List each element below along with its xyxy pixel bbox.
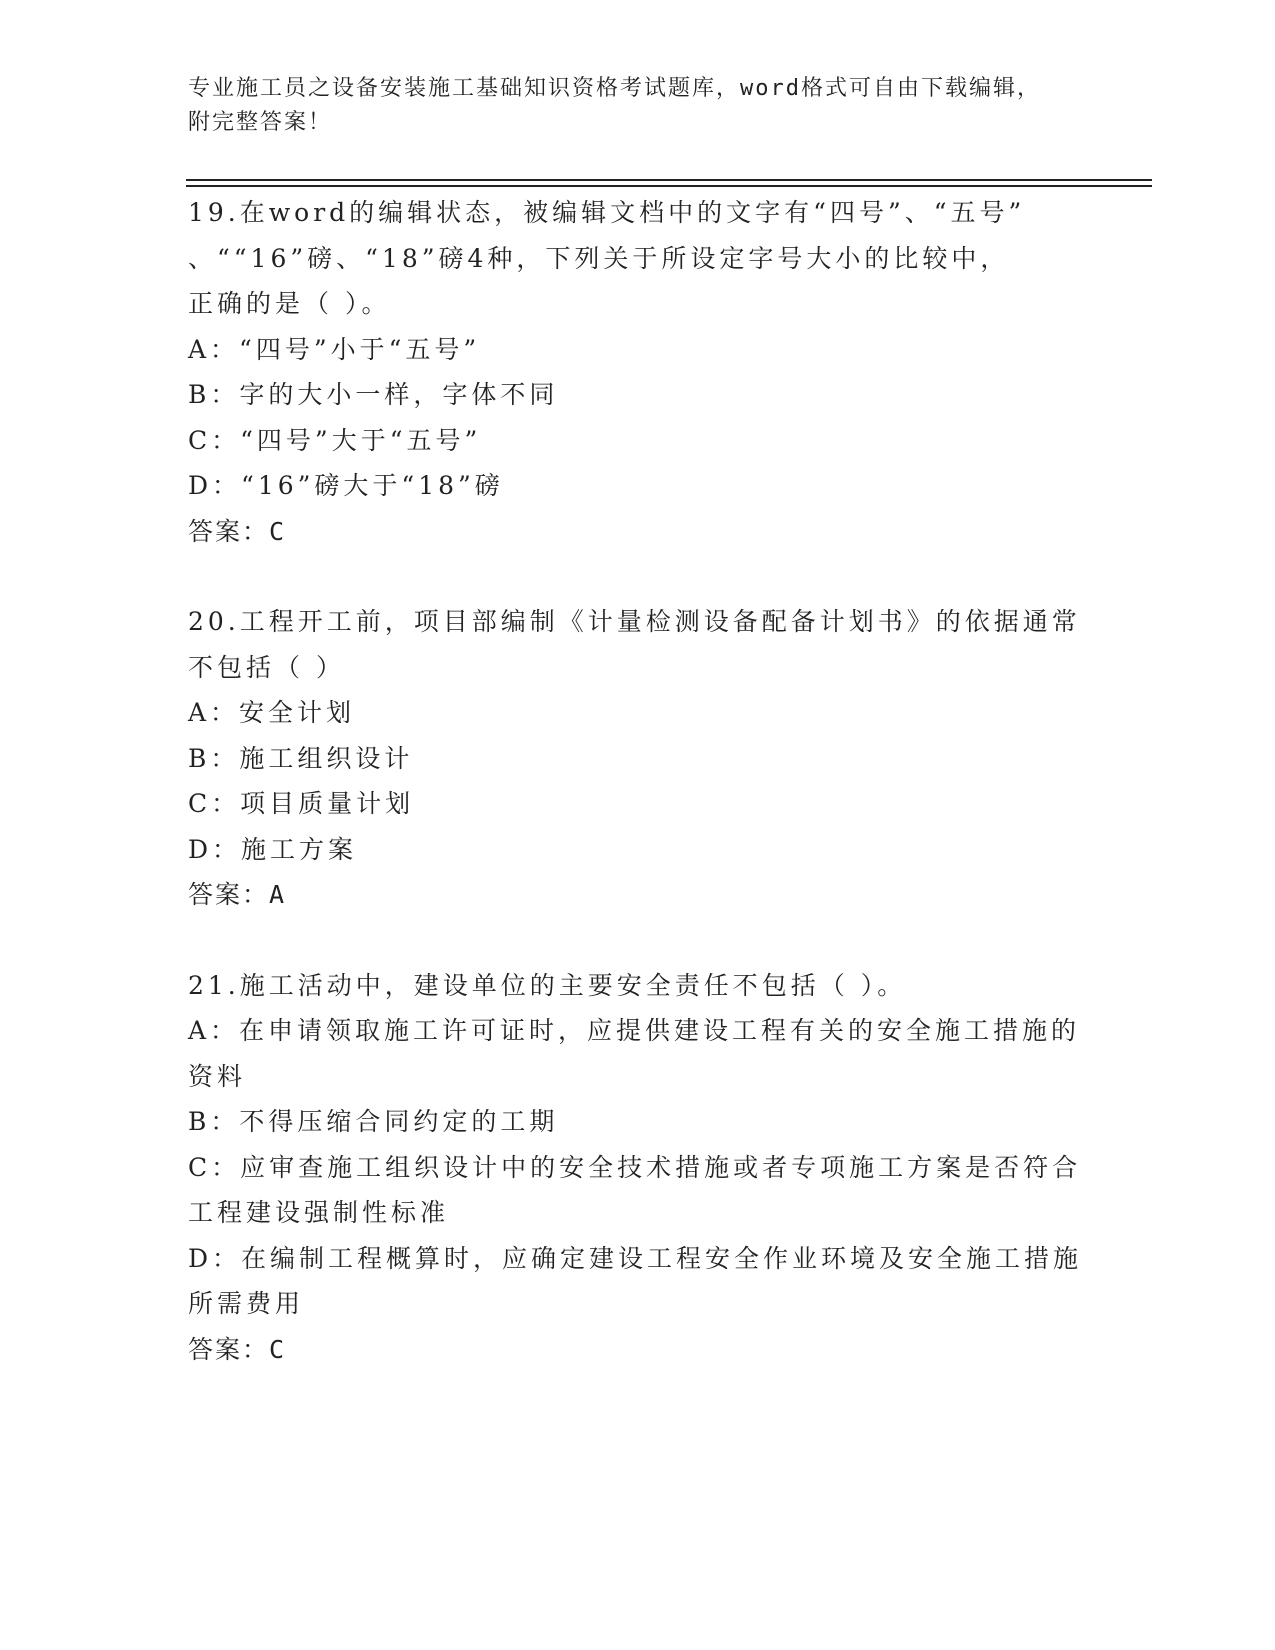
question-text-line: 正确的是（ ）。 [188,289,391,318]
option-b: B：不得压缩合同约定的工期 [188,1107,559,1136]
question-text-line: 、““16”磅、“18”磅4种，下列关于所设定字号大小的比较中， [188,243,1010,273]
question-text-line: 19.在word的编辑状态，被编辑文档中的文字有“四号”、“五号” [188,198,1026,227]
option-d: D：施工方案 [188,834,358,864]
answer: 答案：A [188,880,287,909]
option-d: D：在编制工程概算时，应确定建设工程安全作业环境及安全施工措施 [188,1243,1083,1273]
option-a: A：安全计划 [188,698,356,727]
option-d-continued: 所需费用 [188,1289,305,1318]
option-c: C：应审查施工组织设计中的安全技术措施或者专项施工方案是否符合 [188,1152,1082,1182]
answer: 答案：C [188,516,287,546]
option-a-continued: 资料 [188,1061,247,1091]
option-c: C：项目质量计划 [188,789,415,818]
option-c: C：“四号”大于“五号” [188,425,482,455]
question-list [188,190,1088,1417]
option-a: A：在申请领取施工许可证时，应提供建设工程有关的安全施工措施的 [188,1016,1081,1045]
option-a: A：“四号”小于“五号” [188,334,481,364]
question-20 [188,599,1088,918]
option-b: B：施工组织设计 [188,743,414,773]
header-divider-top [186,179,1152,181]
option-c-continued: 工程建设强制性标准 [188,1198,450,1227]
option-b: B：字的大小一样，字体不同 [188,380,559,409]
question-text-line: 21.施工活动中，建设单位的主要安全责任不包括（ ）。 [188,970,907,1000]
header-line-2: 附完整答案！ [188,110,333,135]
question-text-line: 20.工程开工前，项目部编制《计量检测设备配备计划书》的依据通常 [188,607,1081,636]
question-21 [188,963,1088,1373]
header-divider-bottom [186,185,1152,187]
header-line-1: 专业施工员之设备安装施工基础知识资格考试题库，word格式可自由下载编辑， [188,76,1041,101]
option-d: D：“16”磅大于“18”磅 [188,471,504,500]
question-text-line: 不包括（ ） [188,652,345,682]
question-19 [188,190,1088,554]
answer: 答案：C [188,1334,287,1364]
document-header [188,72,1088,140]
